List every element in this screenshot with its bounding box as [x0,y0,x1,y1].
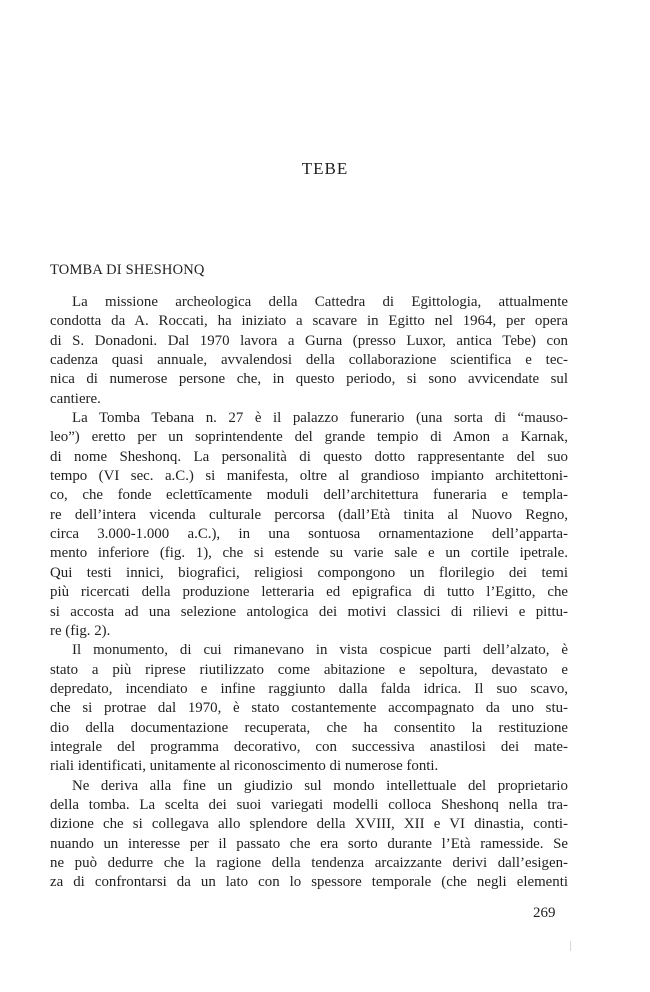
text-line: nica di numerose persone che, in questo periodo, si sono avvicendate sul [50,371,568,388]
text-line: di S. Donadoni. Dal 1970 lavora a Gurna (presso Luxor, antica Tebe) con [50,332,568,349]
text-line: condotta da A. Roccati, ha iniziato a scavare in Egitto nel 1964, per opera [50,313,568,330]
page-edge-mark [570,941,571,951]
text-line: dio della documentazione recuperata, che ha consentito la restituzione [50,719,568,736]
text-line: ne può dedurre che la ragione della tendenza arcaizzante derivi dall’esigen- [50,854,568,871]
text-line: Qui testi innici, biografici, religiosi compongono un florilegio dei temi [50,564,568,581]
text-line: Ne deriva alla fine un giudizio sul mondo intellettuale del proprietario [72,777,568,794]
body-text [50,293,568,893]
text-line: stato a più riprese riutilizzato come abitazione e sepoltura, devastato e [50,661,568,678]
text-line: re (fig. 2). [50,622,111,639]
text-line: za di confrontarsi da un lato con lo spessore temporale (che negli elementi [50,874,568,891]
text-line: circa 3.000-1.000 a.C.), in una sontuosa ornamentazione dell’apparta- [50,526,568,543]
text-line: della tomba. La scelta dei suoi variegati modelli colloca Sheshonq nella tra- [50,796,568,813]
text-line: mento inferiore (fig. 1), che si estende su varie sale e un cortile ipetrale. [50,545,568,562]
page-number: 269 [533,905,556,921]
text-line: dizione che si collegava allo splendore della XVIII, XII e VI dinastia, conti- [50,816,568,833]
text-line: co, che fonde eclettīcamente moduli dell’architettura funeraria e templa- [50,487,568,504]
text-line: cadenza quasi annuale, avvalendosi della collaborazione scientifica e tec- [50,352,568,369]
text-line: di nome Sheshonq. La personalità di questo dotto rappresentante del suo [50,448,568,465]
text-line: leo”) eretto per un soprintendente del grande tempio di Amon a Karnak, [50,429,568,446]
chapter-title: TEBE [301,159,349,178]
text-line: tempo (VI sec. a.C.) si manifesta, oltre al grandioso impianto architettoni- [50,468,568,485]
text-line: La Tomba Tebana n. 27 è il palazzo funerario (una sorta di “mauso- [72,410,568,427]
text-line: più ricercati della produzione letteraria ed epigrafica di tutto l’Egitto, che [50,584,568,601]
text-line: re dell’intera vicenda culturale percorsa (dall’Età tinita al Nuovo Regno, [50,506,568,523]
text-line: depredato, incendiato e infine raggiunto dalla falda idrica. Il suo scavo, [50,680,568,697]
section-heading: TOMBA DI SHESHONQ [50,262,205,278]
text-line: integrale del programma decorativo, con successiva anastilosi dei mate- [50,738,568,755]
text-line: riali identificati, unitamente al riconoscimento di numerose fonti. [50,758,439,775]
text-line: nuando un interesse per il passato che era sorto durante l’Età ramesside. Se [50,835,568,852]
text-line: cantiere. [50,390,101,407]
text-line: Il monumento, di cui rimanevano in vista cospicue parti dell’alzato, è [72,642,568,659]
text-line: che si protrae dal 1970, è stato costantemente accompagnato da uno stu- [50,700,568,717]
text-line: si accosta ad una selezione antologica dei motivi classici di rilievi e pittu- [50,603,568,620]
text-line: La missione archeologica della Cattedra di Egittologia, attualmente [72,294,568,310]
